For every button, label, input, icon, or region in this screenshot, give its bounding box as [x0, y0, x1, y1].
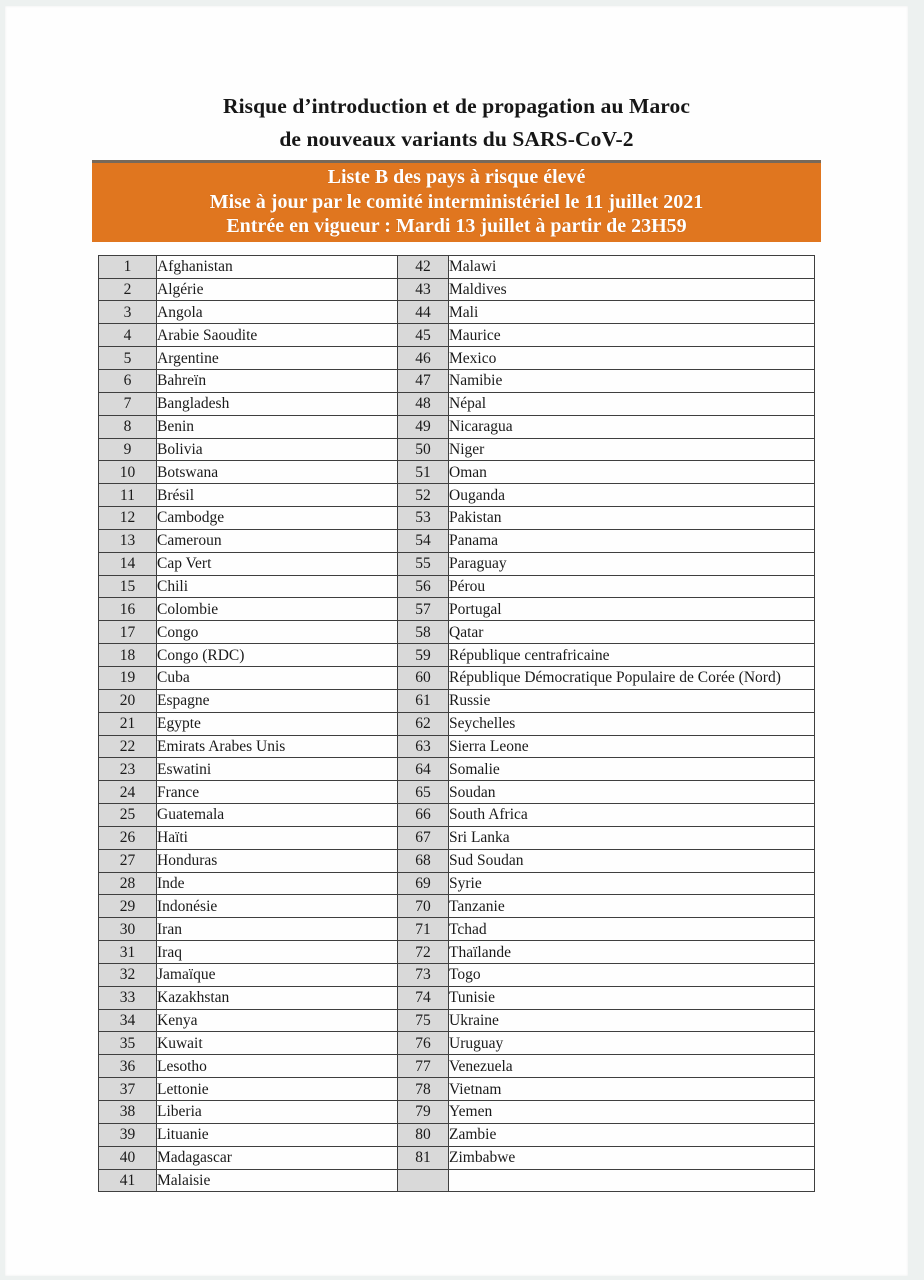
country-cell: Venezuela: [449, 1055, 815, 1078]
country-cell: Sri Lanka: [449, 826, 815, 849]
country-cell: Congo: [157, 621, 398, 644]
table-row: [99, 941, 815, 964]
row-number-cell: 69: [398, 872, 449, 895]
country-cell: Thaïlande: [449, 941, 815, 964]
table-row: [99, 1169, 815, 1192]
country-cell: Madagascar: [157, 1146, 398, 1169]
country-cell: Iraq: [157, 941, 398, 964]
table-row: [99, 370, 815, 393]
row-number-cell: 39: [99, 1123, 157, 1146]
row-number-cell: 66: [398, 804, 449, 827]
row-number-cell: 68: [398, 849, 449, 872]
country-cell: Kenya: [157, 1009, 398, 1032]
country-cell: Kazakhstan: [157, 986, 398, 1009]
row-number-cell: 73: [398, 963, 449, 986]
country-cell: Namibie: [449, 370, 815, 393]
row-number-cell: 1: [99, 255, 157, 278]
row-number-cell: 32: [99, 963, 157, 986]
row-number-cell: 44: [398, 301, 449, 324]
country-cell: Pérou: [449, 575, 815, 598]
country-cell: Egypte: [157, 712, 398, 735]
country-cell: Sud Soudan: [449, 849, 815, 872]
country-cell: Liberia: [157, 1101, 398, 1124]
table-row: [99, 529, 815, 552]
row-number-cell: 46: [398, 347, 449, 370]
table-row: [99, 895, 815, 918]
row-number-cell: 21: [99, 712, 157, 735]
table-row: [99, 689, 815, 712]
country-cell: Ouganda: [449, 484, 815, 507]
row-number-cell: 28: [99, 872, 157, 895]
row-number-cell: 33: [99, 986, 157, 1009]
table-row: [99, 1055, 815, 1078]
country-cell: Jamaïque: [157, 963, 398, 986]
table-row: [99, 1146, 815, 1169]
row-number-cell: 18: [99, 644, 157, 667]
row-number-cell: 10: [99, 461, 157, 484]
row-number-cell: 71: [398, 918, 449, 941]
table-row: [99, 1032, 815, 1055]
country-cell: République centrafricaine: [449, 644, 815, 667]
country-cell: Angola: [157, 301, 398, 324]
country-cell: Seychelles: [449, 712, 815, 735]
row-number-cell: 11: [99, 484, 157, 507]
country-cell: Guatemala: [157, 804, 398, 827]
row-number-cell: 43: [398, 278, 449, 301]
row-number-cell: 58: [398, 621, 449, 644]
row-number-cell: 63: [398, 735, 449, 758]
row-number-cell: [398, 1169, 449, 1192]
banner-line1: Liste B des pays à risque élevé: [327, 166, 586, 188]
country-cell: Yemen: [449, 1101, 815, 1124]
country-table: [98, 255, 815, 1193]
row-number-cell: 24: [99, 781, 157, 804]
row-number-cell: 78: [398, 1078, 449, 1101]
country-cell: Pakistan: [449, 507, 815, 530]
row-number-cell: 62: [398, 712, 449, 735]
country-cell: Colombie: [157, 598, 398, 621]
row-number-cell: 81: [398, 1146, 449, 1169]
table-row: [99, 461, 815, 484]
table-row: [99, 849, 815, 872]
list-b-banner: [92, 160, 821, 242]
row-number-cell: 22: [99, 735, 157, 758]
country-cell: Malaisie: [157, 1169, 398, 1192]
country-cell: Chili: [157, 575, 398, 598]
country-cell: Russie: [449, 689, 815, 712]
table-row: [99, 712, 815, 735]
table-row: [99, 644, 815, 667]
country-cell: Bahreïn: [157, 370, 398, 393]
row-number-cell: 54: [398, 529, 449, 552]
row-number-cell: 4: [99, 324, 157, 347]
table-row: [99, 986, 815, 1009]
document-page: [5, 6, 908, 1276]
row-number-cell: 25: [99, 804, 157, 827]
country-cell: Brésil: [157, 484, 398, 507]
banner-line2: Mise à jour par le comité interministériel le 11 juillet 2021: [209, 190, 704, 213]
country-cell: Tanzanie: [449, 895, 815, 918]
row-number-cell: 3: [99, 301, 157, 324]
country-cell: Bolivia: [157, 438, 398, 461]
country-cell: Qatar: [449, 621, 815, 644]
country-cell: Congo (RDC): [157, 644, 398, 667]
country-cell: Cap Vert: [157, 552, 398, 575]
country-cell: Sierra Leone: [449, 735, 815, 758]
row-number-cell: 41: [99, 1169, 157, 1192]
row-number-cell: 40: [99, 1146, 157, 1169]
country-cell: Paraguay: [449, 552, 815, 575]
country-cell: Malawi: [449, 255, 815, 278]
row-number-cell: 79: [398, 1101, 449, 1124]
row-number-cell: 56: [398, 575, 449, 598]
row-number-cell: 7: [99, 392, 157, 415]
country-cell: Somalie: [449, 758, 815, 781]
country-cell: Syrie: [449, 872, 815, 895]
table-row: [99, 598, 815, 621]
country-cell: Zimbabwe: [449, 1146, 815, 1169]
row-number-cell: 15: [99, 575, 157, 598]
table-row: [99, 1009, 815, 1032]
country-cell: Niger: [449, 438, 815, 461]
country-cell: Maurice: [449, 324, 815, 347]
country-cell: Cuba: [157, 666, 398, 689]
table-row: [99, 484, 815, 507]
table-row: [99, 872, 815, 895]
country-cell: Inde: [157, 872, 398, 895]
row-number-cell: 38: [99, 1101, 157, 1124]
table-row: [99, 826, 815, 849]
banner-line3: Entrée en vigueur : Mardi 13 juillet à partir de 23H59: [226, 215, 687, 238]
table-row: [99, 575, 815, 598]
row-number-cell: 60: [398, 666, 449, 689]
country-cell: France: [157, 781, 398, 804]
table-row: [99, 666, 815, 689]
row-number-cell: 42: [398, 255, 449, 278]
table-row: [99, 324, 815, 347]
row-number-cell: 30: [99, 918, 157, 941]
country-cell: Oman: [449, 461, 815, 484]
country-cell: Iran: [157, 918, 398, 941]
table-row: [99, 1101, 815, 1124]
country-cell: Benin: [157, 415, 398, 438]
row-number-cell: 61: [398, 689, 449, 712]
table-row: [99, 552, 815, 575]
row-number-cell: 65: [398, 781, 449, 804]
row-number-cell: 50: [398, 438, 449, 461]
row-number-cell: 12: [99, 507, 157, 530]
country-cell: Tchad: [449, 918, 815, 941]
country-cell: Zambie: [449, 1123, 815, 1146]
row-number-cell: 75: [398, 1009, 449, 1032]
row-number-cell: 17: [99, 621, 157, 644]
row-number-cell: 57: [398, 598, 449, 621]
row-number-cell: 64: [398, 758, 449, 781]
country-cell: Algérie: [157, 278, 398, 301]
table-row: [99, 621, 815, 644]
country-cell: Indonésie: [157, 895, 398, 918]
row-number-cell: 52: [398, 484, 449, 507]
row-number-cell: 45: [398, 324, 449, 347]
table-row: [99, 392, 815, 415]
country-cell: Panama: [449, 529, 815, 552]
country-cell: Botswana: [157, 461, 398, 484]
table-row: [99, 255, 815, 278]
table-row: [99, 1078, 815, 1101]
country-cell: [449, 1169, 815, 1192]
country-cell: Arabie Saoudite: [157, 324, 398, 347]
row-number-cell: 31: [99, 941, 157, 964]
table-row: [99, 347, 815, 370]
country-cell: Lettonie: [157, 1078, 398, 1101]
table-row: [99, 758, 815, 781]
row-number-cell: 74: [398, 986, 449, 1009]
country-cell: Cambodge: [157, 507, 398, 530]
country-cell: Lituanie: [157, 1123, 398, 1146]
country-cell: Mexico: [449, 347, 815, 370]
row-number-cell: 72: [398, 941, 449, 964]
table-row: [99, 438, 815, 461]
row-number-cell: 48: [398, 392, 449, 415]
row-number-cell: 76: [398, 1032, 449, 1055]
row-number-cell: 67: [398, 826, 449, 849]
table-row: [99, 735, 815, 758]
country-cell: Vietnam: [449, 1078, 815, 1101]
row-number-cell: 9: [99, 438, 157, 461]
table-row: [99, 804, 815, 827]
country-cell: Maldives: [449, 278, 815, 301]
document-title-line2: de nouveaux variants du SARS-CoV-2: [279, 127, 634, 151]
row-number-cell: 29: [99, 895, 157, 918]
table-row: [99, 301, 815, 324]
country-cell: Bangladesh: [157, 392, 398, 415]
row-number-cell: 14: [99, 552, 157, 575]
document-title-line1: Risque d’introduction et de propagation au Maroc: [222, 94, 691, 118]
country-cell: Tunisie: [449, 986, 815, 1009]
table-row: [99, 507, 815, 530]
country-cell: South Africa: [449, 804, 815, 827]
country-cell: Portugal: [449, 598, 815, 621]
country-cell: Cameroun: [157, 529, 398, 552]
country-cell: Afghanistan: [157, 255, 398, 278]
row-number-cell: 26: [99, 826, 157, 849]
row-number-cell: 47: [398, 370, 449, 393]
country-cell: Espagne: [157, 689, 398, 712]
row-number-cell: 23: [99, 758, 157, 781]
country-cell: Soudan: [449, 781, 815, 804]
row-number-cell: 49: [398, 415, 449, 438]
country-cell: Ukraine: [449, 1009, 815, 1032]
table-row: [99, 963, 815, 986]
country-cell: Lesotho: [157, 1055, 398, 1078]
row-number-cell: 35: [99, 1032, 157, 1055]
row-number-cell: 36: [99, 1055, 157, 1078]
country-cell: Haïti: [157, 826, 398, 849]
row-number-cell: 16: [99, 598, 157, 621]
row-number-cell: 37: [99, 1078, 157, 1101]
country-table-body: [99, 255, 815, 1192]
table-row: [99, 278, 815, 301]
row-number-cell: 13: [99, 529, 157, 552]
country-cell: Argentine: [157, 347, 398, 370]
row-number-cell: 6: [99, 370, 157, 393]
row-number-cell: 27: [99, 849, 157, 872]
country-cell: République Démocratique Populaire de Corée (Nord): [449, 666, 815, 689]
row-number-cell: 19: [99, 666, 157, 689]
row-number-cell: 80: [398, 1123, 449, 1146]
row-number-cell: 55: [398, 552, 449, 575]
country-cell: Honduras: [157, 849, 398, 872]
row-number-cell: 8: [99, 415, 157, 438]
row-number-cell: 53: [398, 507, 449, 530]
country-cell: Nicaragua: [449, 415, 815, 438]
row-number-cell: 77: [398, 1055, 449, 1078]
row-number-cell: 51: [398, 461, 449, 484]
country-cell: Eswatini: [157, 758, 398, 781]
row-number-cell: 70: [398, 895, 449, 918]
country-cell: Kuwait: [157, 1032, 398, 1055]
table-row: [99, 781, 815, 804]
table-row: [99, 415, 815, 438]
row-number-cell: 34: [99, 1009, 157, 1032]
row-number-cell: 20: [99, 689, 157, 712]
country-cell: Mali: [449, 301, 815, 324]
table-row: [99, 918, 815, 941]
country-cell: Emirats Arabes Unis: [157, 735, 398, 758]
row-number-cell: 59: [398, 644, 449, 667]
row-number-cell: 5: [99, 347, 157, 370]
table-row: [99, 1123, 815, 1146]
country-cell: Uruguay: [449, 1032, 815, 1055]
row-number-cell: 2: [99, 278, 157, 301]
document-title: [5, 90, 908, 156]
country-cell: Togo: [449, 963, 815, 986]
country-cell: Népal: [449, 392, 815, 415]
